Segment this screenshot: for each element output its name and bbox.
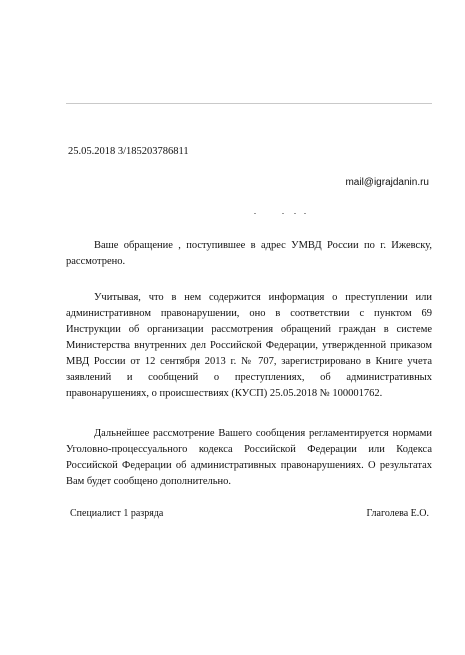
- signer-name: Глаголева Е.О.: [366, 508, 429, 519]
- recipient-email: mail@igrajdanin.ru: [345, 177, 429, 188]
- paragraph-registration: Учитывая, что в нем содержится информация о преступлении или административном правонарушении, оно в соответствии с пунктом 69 Инструкции об организации рассмотрения обращений граждан в системе Министерства внутренних дел Российской Федерации, утвержденной приказом МВД России от 12 сентября 2013 г. № 707, зарегистрировано в Книге учета заявлений и сообщений о преступлениях, об административных правонарушениях, о происшествиях (КУСП) 25.05.2018 № 100001762.: [66, 292, 432, 399]
- signer-title: Специалист 1 разряда: [70, 508, 164, 519]
- header-divider: [66, 103, 432, 104]
- registration-number: 25.05.2018 3/185203786811: [68, 146, 189, 157]
- paragraph-intro: Ваше обращение , поступившее в адрес УМВД России по г. Ижевску, рассмотрено.: [66, 240, 432, 267]
- faint-marks-decoration: [252, 210, 312, 218]
- paragraph-further: Дальнейшее рассмотрение Вашего сообщения регламентируется нормами Уголовно-процессуального кодекса Российской Федерации или Кодекса Российской Федерации об административных правонарушениях. О результатах Вам будет сообщено дополнительно.: [66, 428, 432, 487]
